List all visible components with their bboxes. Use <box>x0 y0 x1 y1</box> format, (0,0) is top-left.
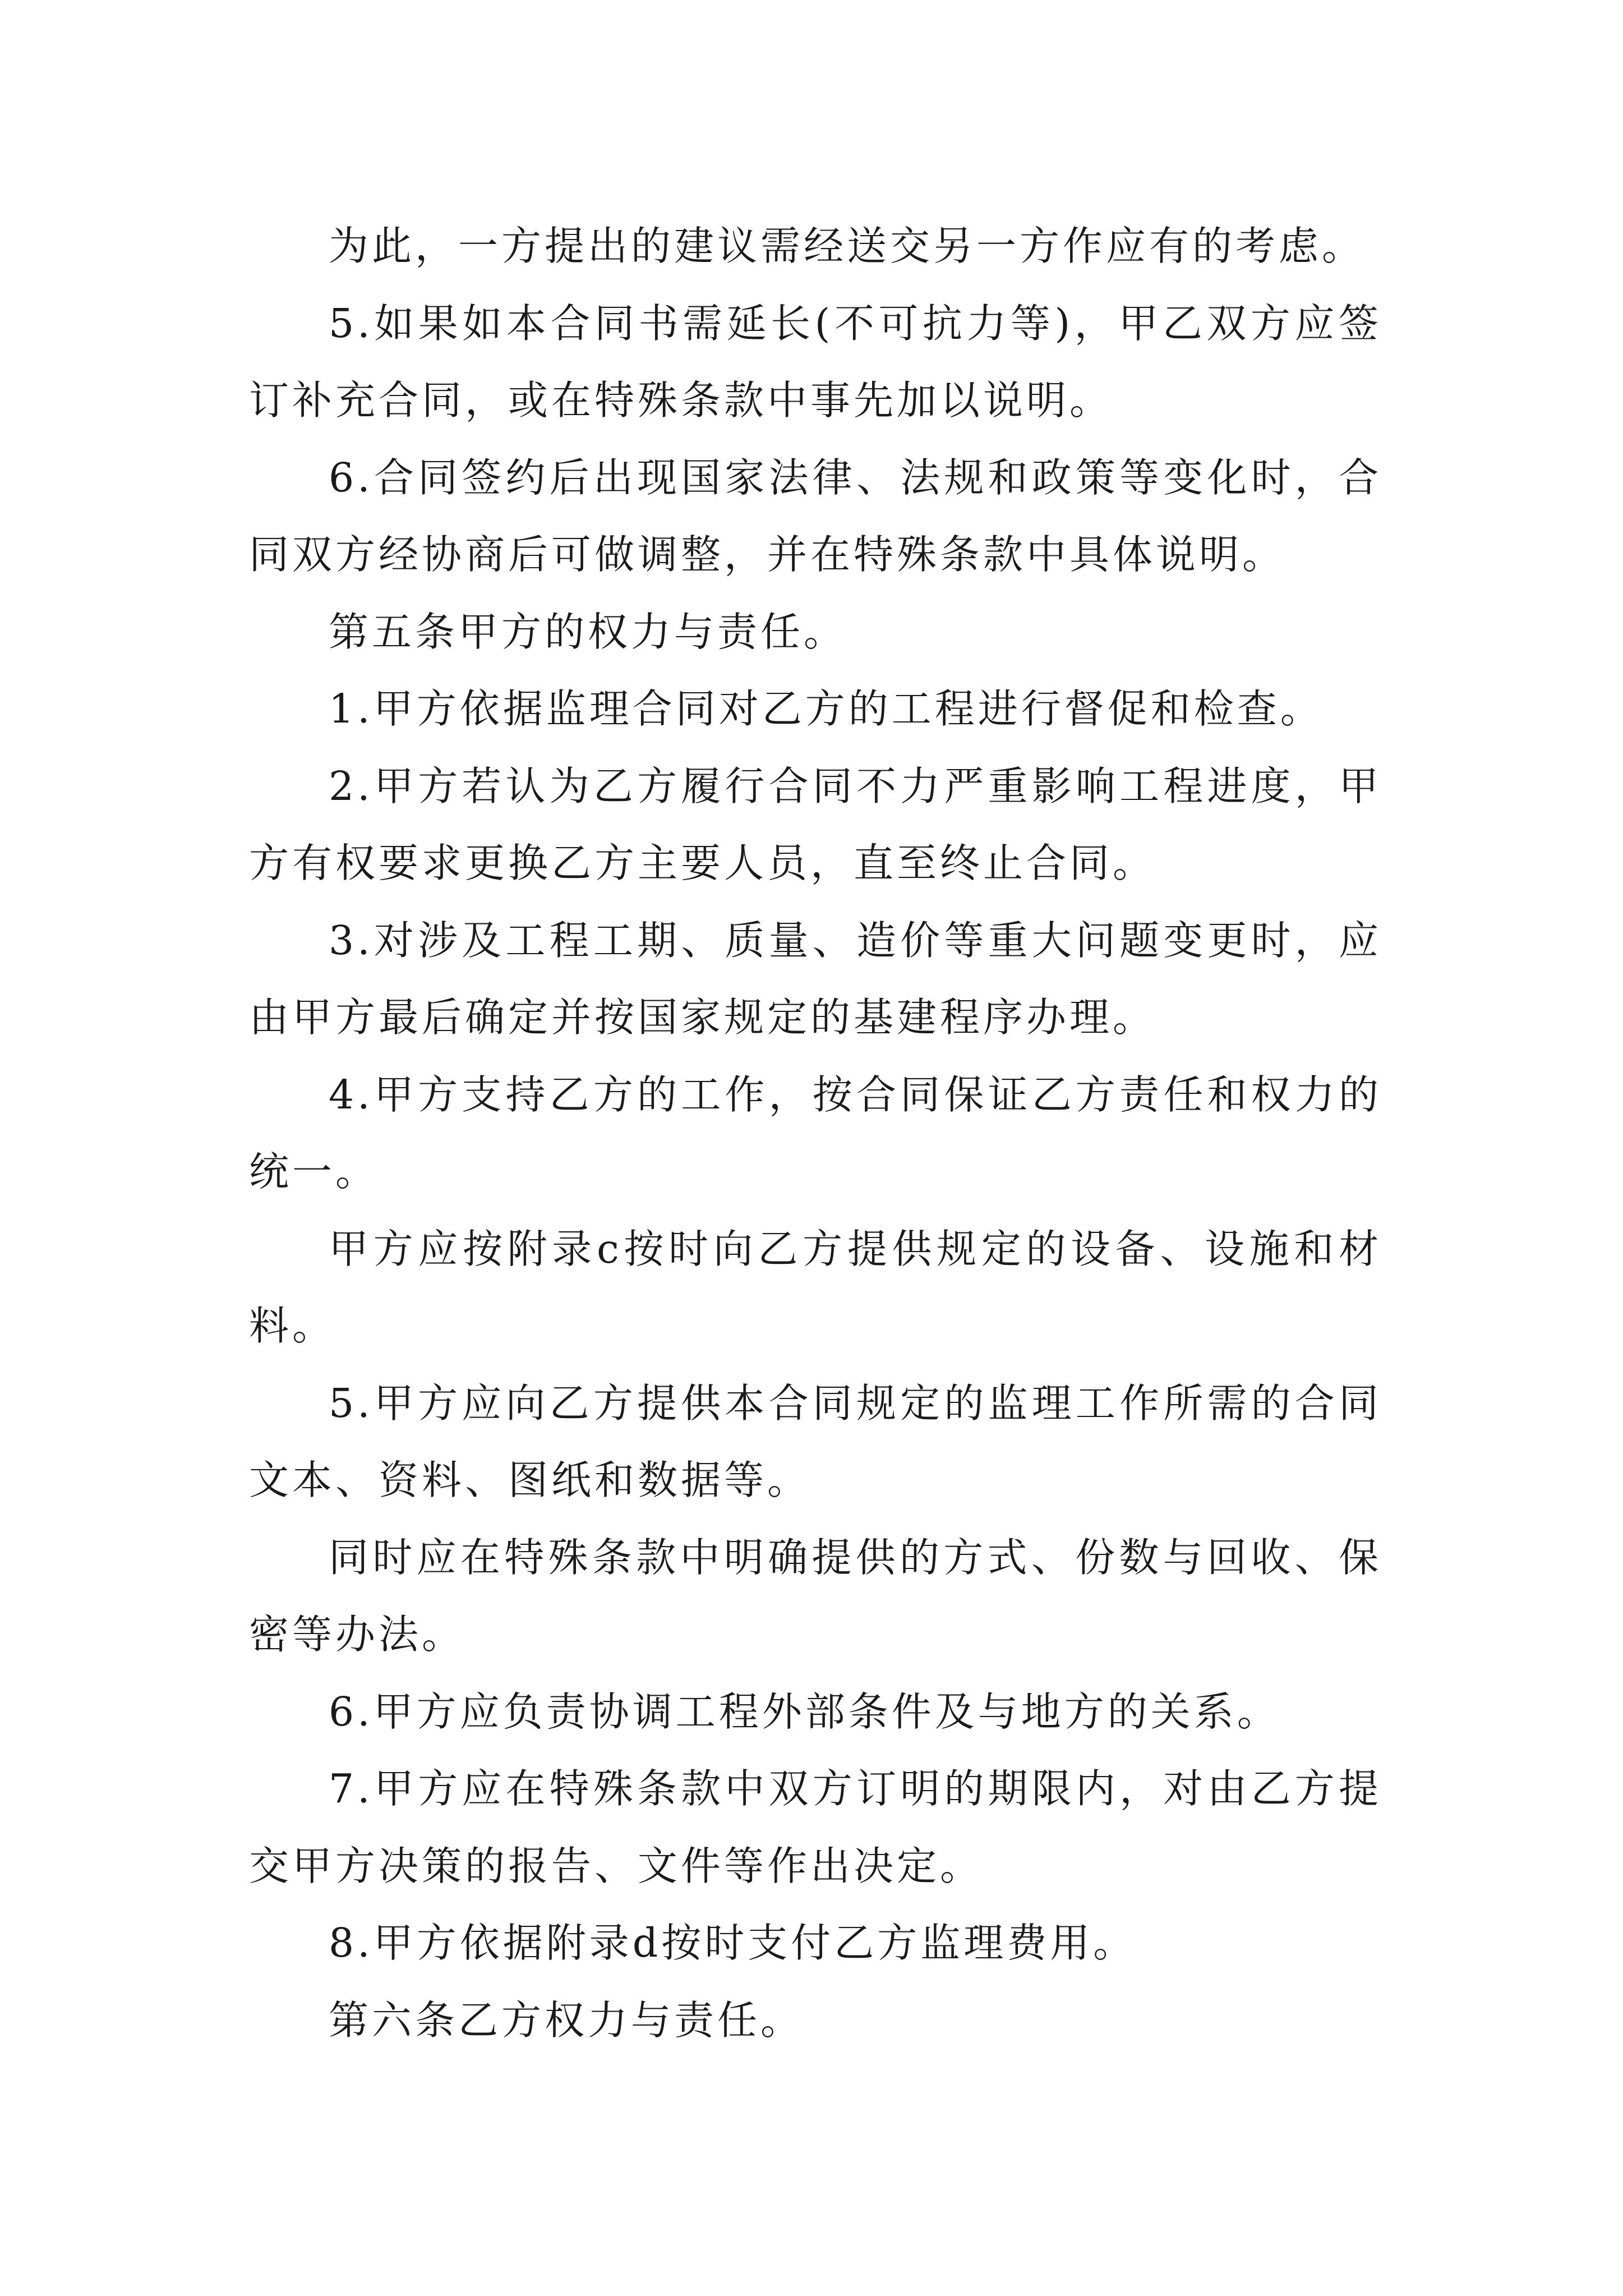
paragraph: 8.甲方依据附录d按时支付乙方监理费用。 <box>329 1920 1137 1966</box>
paragraph: 6.合同签约后出现国家法律、法规和政策等变化时，合同双方经协商后可做调整，并在特殊条款中具体说明。 <box>249 454 1382 578</box>
paragraph: 5.甲方应向乙方提供本合同规定的监理工作所需的合同文本、资料、图纸和数据等。 <box>249 1379 1382 1503</box>
document-body <box>249 208 1382 2059</box>
paragraph: 甲方应按附录c按时向乙方提供规定的设备、设施和材料。 <box>249 1225 1382 1349</box>
paragraph: 4.甲方支持乙方的工作，按合同保证乙方责任和权力的统一。 <box>249 1071 1382 1195</box>
paragraph: 为此，一方提出的建议需经送交另一方作应有的考虑。 <box>329 223 1366 269</box>
paragraph: 1.甲方依据监理合同对乙方的工程进行督促和检查。 <box>329 685 1324 732</box>
paragraph: 6.甲方应负责协调工程外部条件及与地方的关系。 <box>329 1688 1280 1735</box>
paragraph: 7.甲方应在特殊条款中双方订明的期限内，对由乙方提交甲方决策的报告、文件等作出决定。 <box>249 1765 1382 1889</box>
paragraph: 5.如果如本合同书需延长(不可抗力等)，甲乙双方应签订补充合同，或在特殊条款中事先加以说明。 <box>249 300 1382 424</box>
paragraph: 3.对涉及工程工期、质量、造价等重大问题变更时，应由甲方最后确定并按国家规定的基建程序办理。 <box>249 917 1382 1041</box>
section-heading: 第五条甲方的权力与责任。 <box>329 608 847 655</box>
section-heading: 第六条乙方权力与责任。 <box>329 1996 804 2044</box>
paragraph: 同时应在特殊条款中明确提供的方式、份数与回收、保密等办法。 <box>249 1534 1382 1658</box>
paragraph: 2.甲方若认为乙方履行合同不力严重影响工程进度，甲方有权要求更换乙方主要人员，直至终止合同。 <box>249 762 1382 886</box>
